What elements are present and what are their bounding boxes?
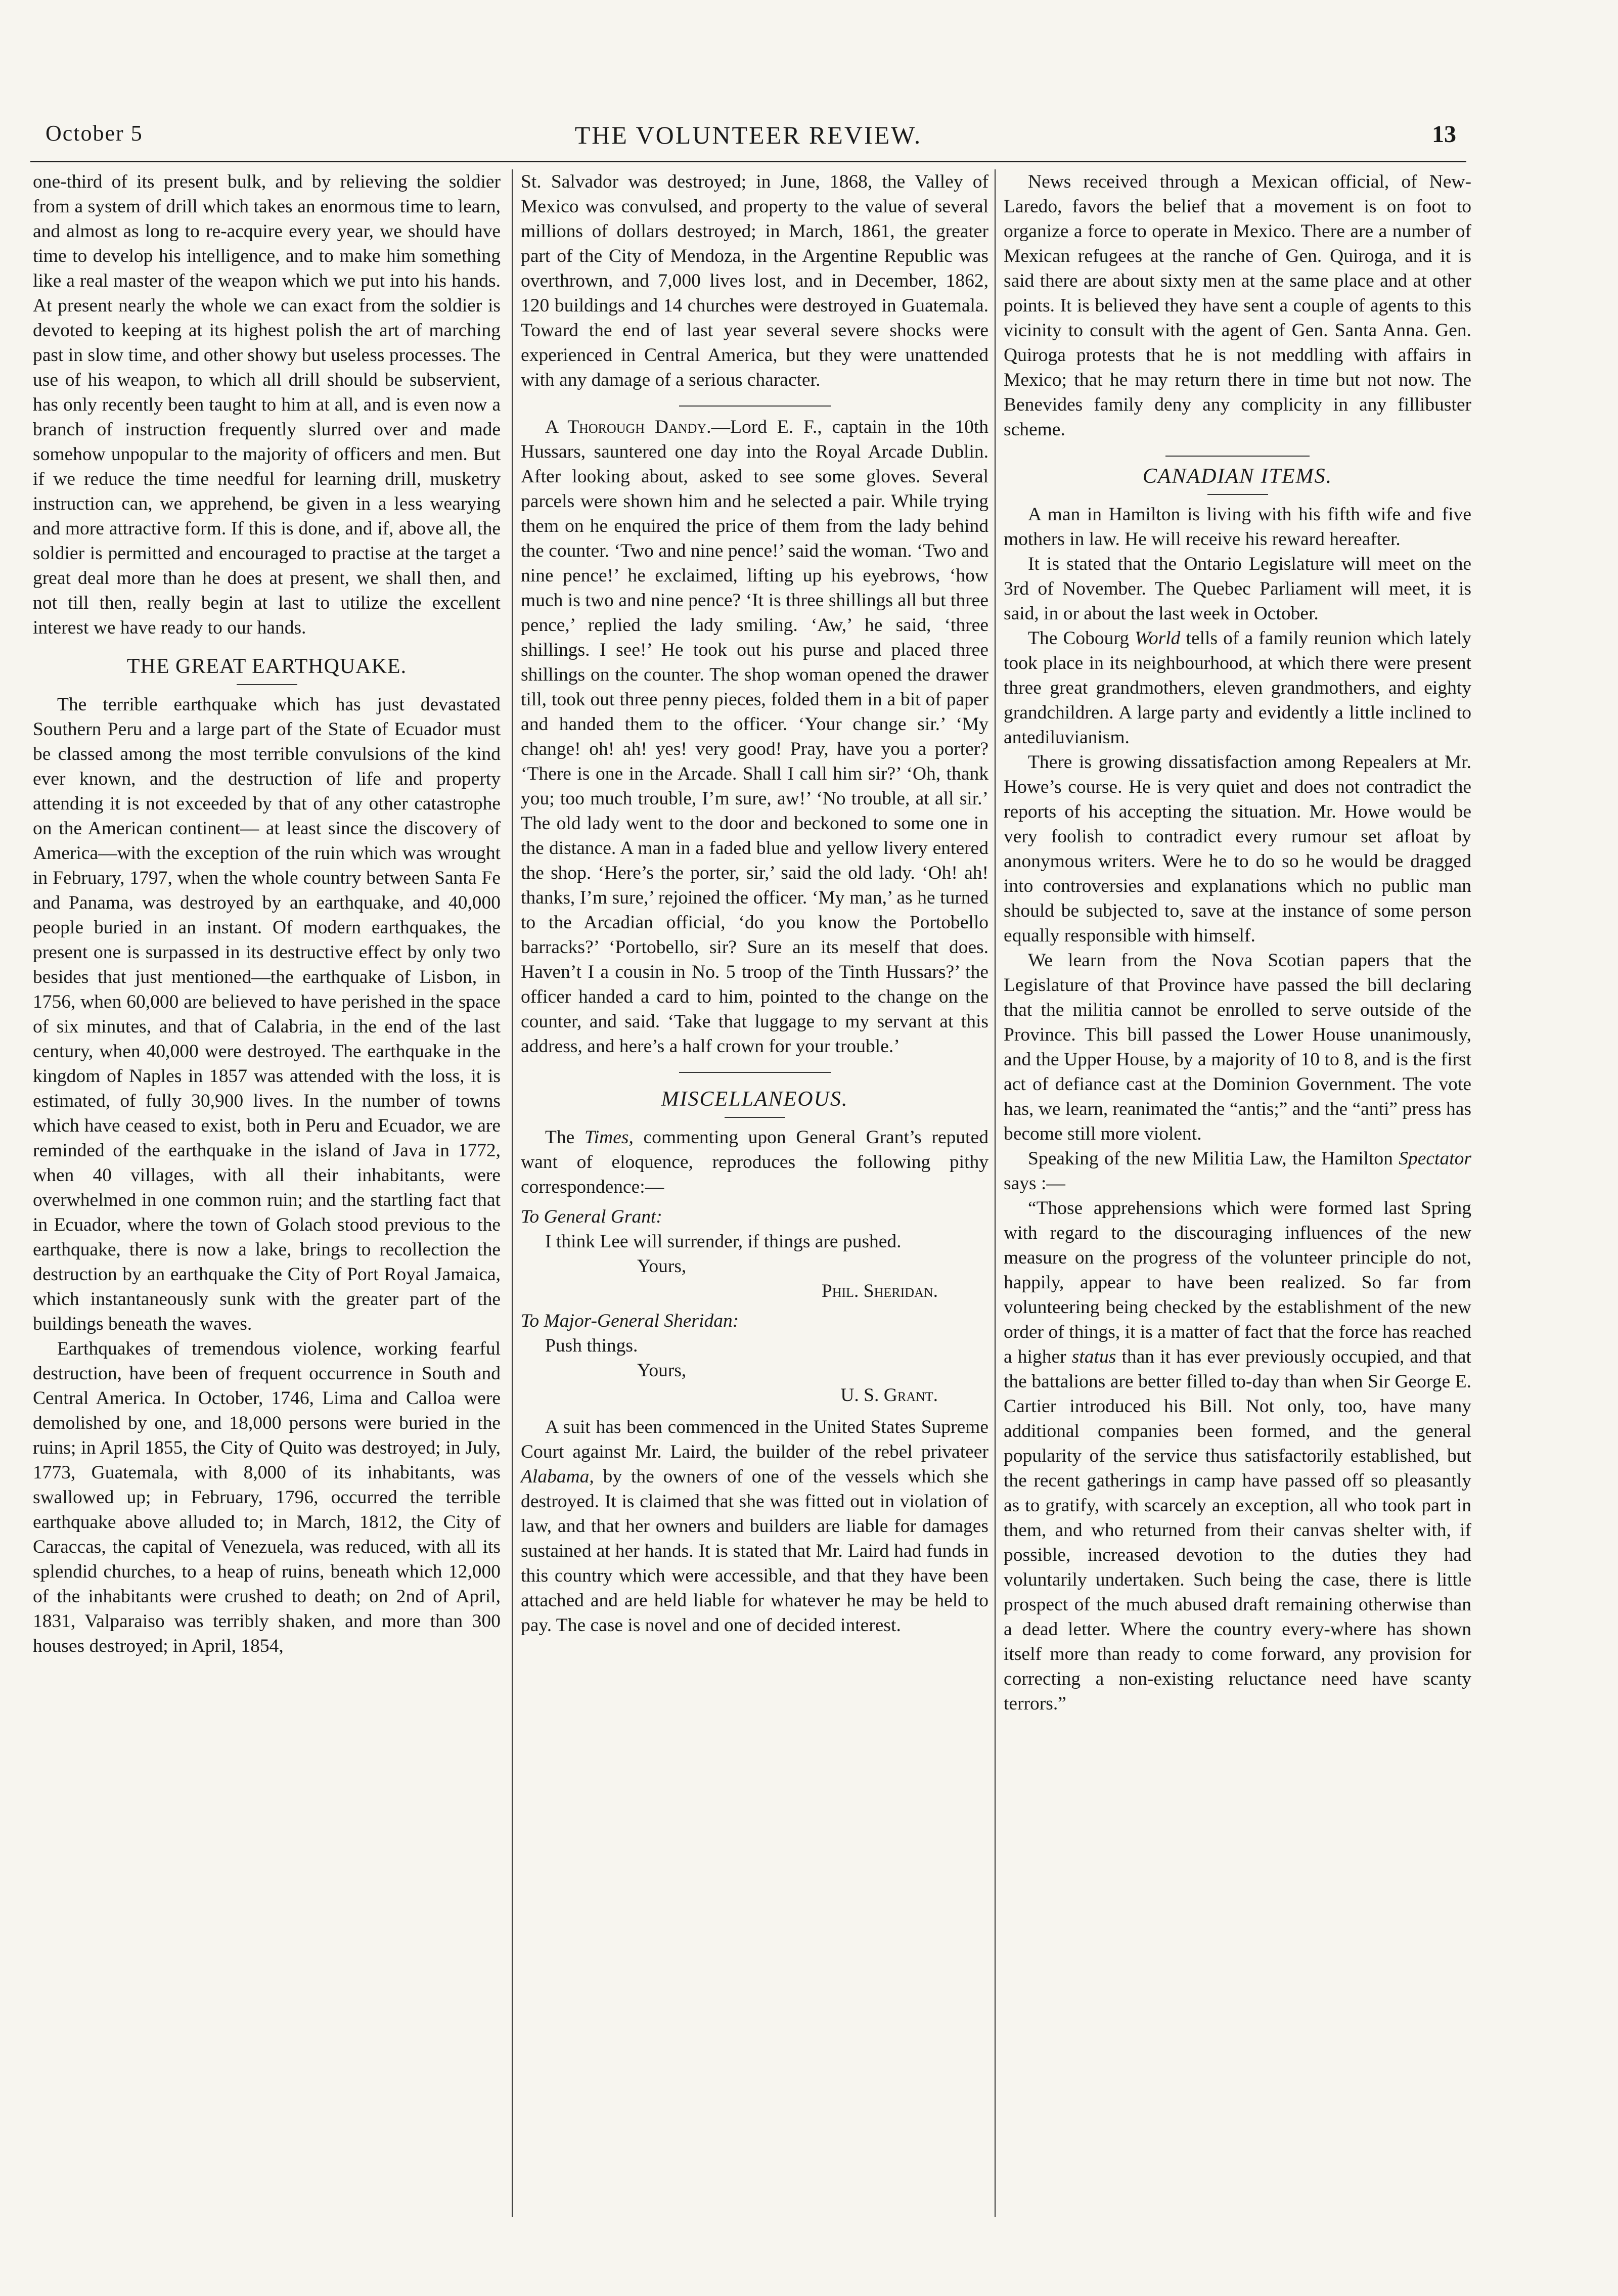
earthquake-paragraph-2: Earthquakes of tremendous violence, working fearful destruction, have been of frequent occurrence in South and Central America. In October, 1746, Lima and Calloa were demolished by one, and 18,000 persons were buried in the ruins; in April 1855, the City of Quito was destroyed; in July, 1773, Guatemala, with 8,000 of its inhabitants, was swallowed up; in February, 1796, occurred the terrible earthquake above alluded to; in March, 1812, the City of Caraccas, the capital of Venezuela, was reduced, with all its splendid churches, to a heap of ruins, beneath which 12,000 of the inhabitants were crushed to death; on 2nd of April, 1831, Valparaiso was terribly shaken, and more than 300 houses destroyed; in April, 1854, <box>33 1338 501 1656</box>
laird-text: by the owners of one of the vessels which she destroyed. It is claimed that she was fitted out in violation of law, and that her owners and builders are liable for damages sustained at her hands. It is stated that Mr. Laird had funds in this country which were accessible, and that they have been attached and are held liable for whatever he may be held to pay. The case is novel and one of decided interest. <box>521 1466 988 1636</box>
dandy-title: A Thorough Dandy. <box>545 417 711 437</box>
misc-intro <box>521 1125 988 1199</box>
grant-message: Push things. <box>545 1335 638 1356</box>
legislature-item: It is stated that the Ontario Legislature will meet on the 3rd of November. The Quebec Parliament will meet, it is said, in or about the last week in October. <box>1004 554 1471 624</box>
world-name: World <box>1135 628 1181 649</box>
miscellaneous-heading: MISCELLANEOUS. <box>661 1088 848 1111</box>
drill-article-continuation: one-third of its present bulk, and by relieving the soldier from a system of drill which takes an enormous time to learn, and almost as long to re-acquire every year, we should have time to develop his intelligence, and to make him something like a real master of the weapon which we put into his hands. At present nearly the whole we can exact from the soldier is devoted to keeping at its highest polish the art of marching past in slow time, and other showy but useless processes. The use of his weapon, to which all drill should be subservient, has only recently been taught to him at all, and is even now a branch of instruction frequently slurred over and made somehow unpopular to the majority of officers and men. But if we reduce the time needful for learning drill, musketry instruction can, we apprehend, be given in a less wearying and more attractive form. If this is done, and if, above all, the soldier is permitted and encouraged to practise at the target a great deal more than he does at present, we shall then, and not till then, really begin at last to utilize the excellent interest we have ready to our hands. <box>33 171 501 638</box>
salutation-grant: To General Grant: <box>521 1206 662 1227</box>
salutation-sheridan: To Major-General Sheridan: <box>521 1311 739 1331</box>
cobourg-text: tells of a family reunion which lately took place in its neighbourhood, at which there were present three great grandmothers, eleven grandmothers, and eighty grandchildren. A large party and evidently a little inclined to antediluvianism. <box>1004 628 1471 748</box>
valediction: Yours, <box>637 1256 687 1277</box>
militia-text: Speaking of the new Militia Law, the Hamilton <box>1028 1148 1399 1169</box>
signature-grant: U. S. Grant. <box>840 1385 938 1406</box>
issue-date: October 5 <box>46 121 143 146</box>
laird-text: A suit has been commenced in the United States Supreme Court against Mr. Laird, the builder of the rebel privateer <box>521 1417 988 1462</box>
canadian-items-heading: CANADIAN ITEMS. <box>1142 465 1333 488</box>
dandy-text: —Lord E. F., captain in the 10th Hussars, sauntered one day into the Royal Arcade Dublin. After looking about, asked to see some gloves. Several parcels were shown him and he selected a pair. While trying them on he enquired the price of them from the lady behind the counter. ‘Two and nine pence!’ said the woman. ‘Two and nine pence!’ he exclaimed, lifting up his eyebrows, ‘how much is two and nine pence? ‘It is three shillings all but three pence,’ replied the lady smiling. ‘Aw,’ he said, ‘three shillings. I see!’ He took out his purse and placed three shillings on the counter. The shop woman opened the drawer till, took out three penny pieces, folded them in a bit of paper and handed them to the officer. ‘Your change sir.’ ‘My change! oh! ah! yes! very good! Pray, have you a porter? ‘There is one in the Arcade. Shall I call him sir?’ ‘Oh, thank you; too much trouble, I’m sure, aw!’ ‘No trouble, at all sir.’ The old lady went to the door and beckoned to some one in the distance. A man in a faded blue and yellow livery entered the shop. ‘Here’s the porter, sir,’ said the old lady. ‘Oh! ah! thanks, I’m sure,’ rejoined the officer. ‘My man,’ as he turned to the Arcadian official, ‘do you know the Portobello barracks?’ ‘Portobello, sir? Sure an its meself that does. Haven’t I a cousin in No. 5 troop of the Tinth Hussars?’ the officer handed a card to him, pointed to the change on the counter, and said. ‘Take that luggage to my servant at this address, and here’s a half crown for your trouble.’ <box>521 417 988 1057</box>
signature-sheridan: Phil. Sheridan. <box>821 1281 938 1301</box>
repealers-item: There is growing dissatisfaction among Repealers at Mr. Howe’s course. He is very quiet and does not contradict the reports of his accepting the situation. Mr. Howe would be very foolish to contradict every rumour set afloat by anonymous writers. Were he to do so he would be dragged into controversies and explanations which no public man should be subjected to, save at the instance of some person equally responsible with himself. <box>1004 752 1471 946</box>
heading-rule <box>237 684 297 685</box>
hamilton-item: A man in Hamilton is living with his fifth wife and five mothers in law. He will receive his reward hereafter. <box>1004 504 1471 550</box>
valediction: Yours, <box>637 1360 687 1381</box>
alabama-name: Alabama, <box>521 1466 594 1487</box>
heading-rule <box>725 1117 785 1118</box>
earthquake-paragraph-1: The terrible earthquake which has just devastated Southern Peru and a large part of the State of Ecuador must be classed among the most terrible convulsions of the kind ever known, and the destruction of life and property attending it is not exceeded by that of any other catastrophe on the American continent— at least since the discovery of America—with the exception of the ruin which was wrought in February, 1797, when the whole country between Santa Fe and Panama, was destroyed by an earthquake, and 40,000 people buried in an instant. Of modern earthquakes, the present one is surpassed in its destructive effect by only two besides that just mentioned—the earthquake of Lisbon, in 1756, when 60,000 are believed to have perished in the space of six minutes, and that of Calabria, in the end of the last century, when 40,000 were destroyed. The earthquake in the kingdom of Naples in 1857 was attended with the loss, it is estimated, of fully 30,900 lives. In the number of towns which have ceased to exist, both in Peru and Ecuador, we are reminded of the earthquake in the island of Java in 1772, when 40 villages, with all their inhabitants, were overwhelmed in one common ruin; and the startling fact that in Ecuador, where the town of Golach stood previous to the earthquake, there is now a lake, brings to recollection the destruction by an earthquake the City of Port Royal Jamaica, which instantaneously sunk with the greater part of the buildings beneath the waves. <box>33 694 501 1334</box>
militia-text: says :— <box>1004 1173 1065 1194</box>
dandy-article <box>521 415 988 1059</box>
spectator-quote <box>1004 1196 1471 1716</box>
misc-intro-text: commenting upon General Grant’s reputed want of eloquence, reproduces the following pithy correspondence:— <box>521 1127 988 1197</box>
earthquake-continuation: St. Salvador was destroyed; in June, 1868, the Valley of Mexico was convulsed, and property to the value of several millions of dollars destroyed; in March, 1861, the greater part of the City of Mendoza, in the Argentine Republic was overthrown, and 7,000 lives lost, and in December, 1862, 120 buildings and 14 churches were destroyed in Guatemala. Toward the end of last year several severe shocks were experienced in Central America, but they were unattended with any damage of a serious character. <box>521 171 988 390</box>
column-divider-2 <box>995 169 996 2217</box>
sheridan-message: I think Lee will surrender, if things are pushed. <box>545 1231 902 1252</box>
times-name: Times, <box>584 1127 634 1148</box>
column-2 <box>521 169 988 1638</box>
nova-scotia-item: We learn from the Nova Scotian papers that the Legislature of that Province have passed the bill declaring that the militia cannot be enrolled to serve outside of the Province. This bill passed the Lower House unanimously, and the Upper House, by a majority of 10 to 8, and is the first act of defiance cast at the Dominion Government. The vote has, we learn, reanimated the “antis;” and the “anti” press has become still more violent. <box>1004 950 1471 1144</box>
column-3 <box>1004 169 1471 1716</box>
cobourg-text: The Cobourg <box>1028 628 1135 649</box>
misc-intro-text: The <box>545 1127 585 1148</box>
ornamental-rule <box>1004 451 1471 461</box>
column-divider-1 <box>512 169 513 2217</box>
heading-rule <box>1207 494 1268 495</box>
mexico-article: News received through a Mexican official, of New-Laredo, favors the belief that a movement is on foot to organize a force to operate in Mexico. There are a number of Mexican refugees at the ranche of Gen. Quiroga, and it is said there are about sixty men at the same place and at other points. It is believed they have sent a couple of agents to this vicinity to consult with the agent of Gen. Santa Anna. Gen. Quiroga protests that he is not meddling with affairs in Mexico; that he may return there in time but not now. The Benevides family deny any complicity in any fillibuster scheme. <box>1004 171 1471 440</box>
section-rule <box>679 1072 831 1073</box>
newspaper-title: THE VOLUNTEER REVIEW. <box>574 121 922 149</box>
spectator-name: Spectator <box>1399 1148 1471 1169</box>
page-number: 13 <box>1432 121 1456 148</box>
column-1 <box>33 169 501 1658</box>
militia-intro <box>1004 1146 1471 1196</box>
masthead <box>30 115 1466 162</box>
laird-article <box>521 1415 988 1638</box>
cobourg-item <box>1004 626 1471 750</box>
quote-text: than it has ever previously occupied, and that the battalions are better filled to-day than when Sir George E. Cartier introduced his Bill. Not only, too, have many additional companies been formed, and the general popularity of the service thus satisfactorily established, but the recent gatherings in camp have passed off so pleasantly as to gratify, with scarcely an exception, all who took part in them, and who returned from their canvas shelter with, if possible, increased devotion to the duties they had voluntarily undertaken. Such being the case, there is little prospect of the much abused draft remaining otherwise than a dead letter. Where the country every-where has shown itself more than ready to come forward, any provision for correcting a non-existing reluctance need have scanty terrors.” <box>1004 1346 1471 1714</box>
earthquake-heading: THE GREAT EARTHQUAKE. <box>126 655 407 678</box>
section-rule <box>679 406 831 407</box>
quote-text: “Those apprehensions which were formed last Spring with regard to the discouraging influences of the new measure on the progress of the volunteer principle do not, happily, appear to have been realized. So far from volunteering being checked by the establishment of the new order of things, it is a matter of fact that the force has reached a higher <box>1004 1198 1471 1367</box>
status-word: status <box>1071 1346 1116 1367</box>
